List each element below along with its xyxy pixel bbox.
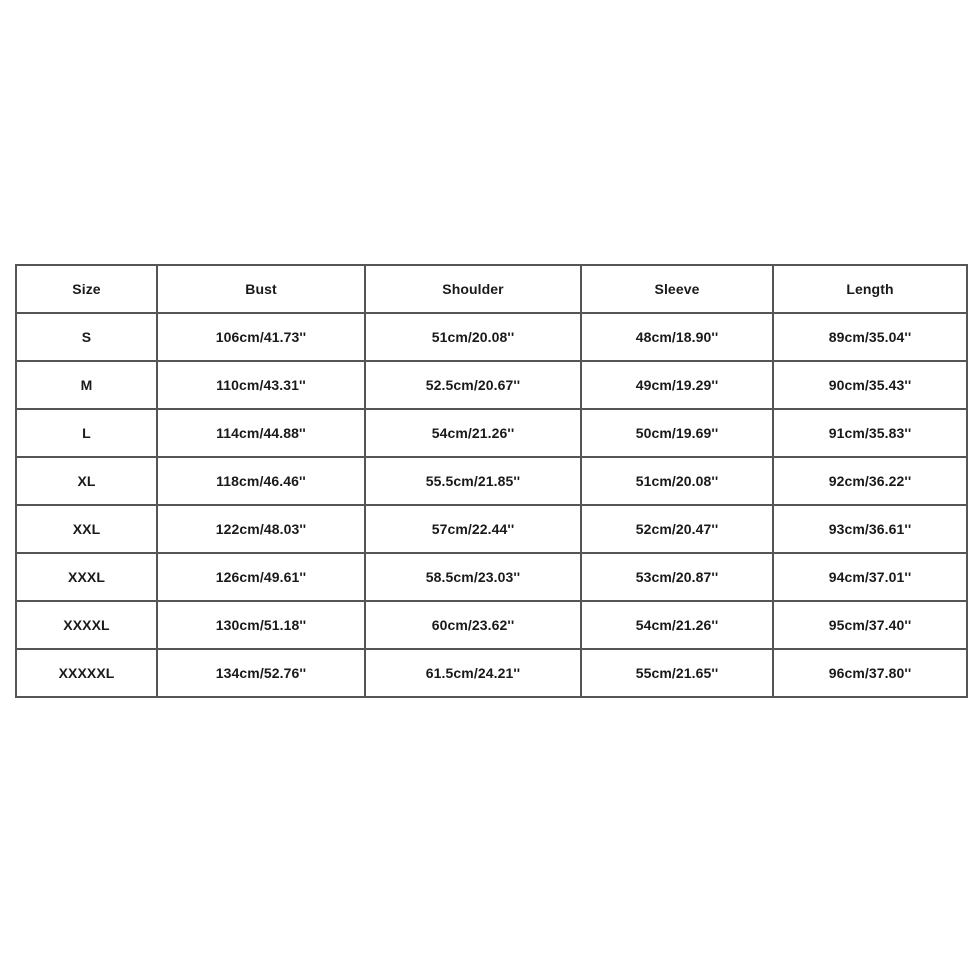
cell-sleeve: 49cm/19.29'': [581, 361, 773, 409]
cell-length: 92cm/36.22'': [773, 457, 967, 505]
table-row: [16, 409, 967, 457]
cell-size: S: [16, 313, 157, 361]
header-sleeve: Sleeve: [581, 265, 773, 313]
cell-size: M: [16, 361, 157, 409]
cell-size: L: [16, 409, 157, 457]
cell-length: 91cm/35.83'': [773, 409, 967, 457]
cell-shoulder: 54cm/21.26'': [365, 409, 581, 457]
table-row: [16, 649, 967, 697]
cell-sleeve: 55cm/21.65'': [581, 649, 773, 697]
header-bust: Bust: [157, 265, 365, 313]
cell-shoulder: 51cm/20.08'': [365, 313, 581, 361]
cell-sleeve: 51cm/20.08'': [581, 457, 773, 505]
cell-sleeve: 54cm/21.26'': [581, 601, 773, 649]
cell-shoulder: 57cm/22.44'': [365, 505, 581, 553]
table-row: [16, 361, 967, 409]
cell-size: XXXL: [16, 553, 157, 601]
cell-size: XL: [16, 457, 157, 505]
cell-shoulder: 52.5cm/20.67'': [365, 361, 581, 409]
cell-bust: 130cm/51.18'': [157, 601, 365, 649]
cell-bust: 114cm/44.88'': [157, 409, 365, 457]
header-shoulder: Shoulder: [365, 265, 581, 313]
cell-size: XXXXXL: [16, 649, 157, 697]
cell-shoulder: 55.5cm/21.85'': [365, 457, 581, 505]
cell-shoulder: 61.5cm/24.21'': [365, 649, 581, 697]
cell-length: 90cm/35.43'': [773, 361, 967, 409]
table-row: [16, 313, 967, 361]
table-row: [16, 553, 967, 601]
table-row: [16, 457, 967, 505]
cell-shoulder: 58.5cm/23.03'': [365, 553, 581, 601]
cell-bust: 106cm/41.73'': [157, 313, 365, 361]
cell-length: 96cm/37.80'': [773, 649, 967, 697]
header-size: Size: [16, 265, 157, 313]
cell-bust: 134cm/52.76'': [157, 649, 365, 697]
cell-bust: 122cm/48.03'': [157, 505, 365, 553]
table-row: [16, 601, 967, 649]
cell-sleeve: 48cm/18.90'': [581, 313, 773, 361]
cell-size: XXXXL: [16, 601, 157, 649]
size-chart-table: [15, 264, 968, 698]
cell-bust: 110cm/43.31'': [157, 361, 365, 409]
cell-size: XXL: [16, 505, 157, 553]
cell-sleeve: 53cm/20.87'': [581, 553, 773, 601]
cell-sleeve: 52cm/20.47'': [581, 505, 773, 553]
cell-length: 95cm/37.40'': [773, 601, 967, 649]
cell-shoulder: 60cm/23.62'': [365, 601, 581, 649]
table-header: [16, 265, 967, 313]
cell-length: 93cm/36.61'': [773, 505, 967, 553]
table-row: [16, 505, 967, 553]
cell-bust: 126cm/49.61'': [157, 553, 365, 601]
cell-sleeve: 50cm/19.69'': [581, 409, 773, 457]
header-length: Length: [773, 265, 967, 313]
header-row: [16, 265, 967, 313]
table-body: [16, 313, 967, 697]
cell-length: 89cm/35.04'': [773, 313, 967, 361]
cell-bust: 118cm/46.46'': [157, 457, 365, 505]
cell-length: 94cm/37.01'': [773, 553, 967, 601]
